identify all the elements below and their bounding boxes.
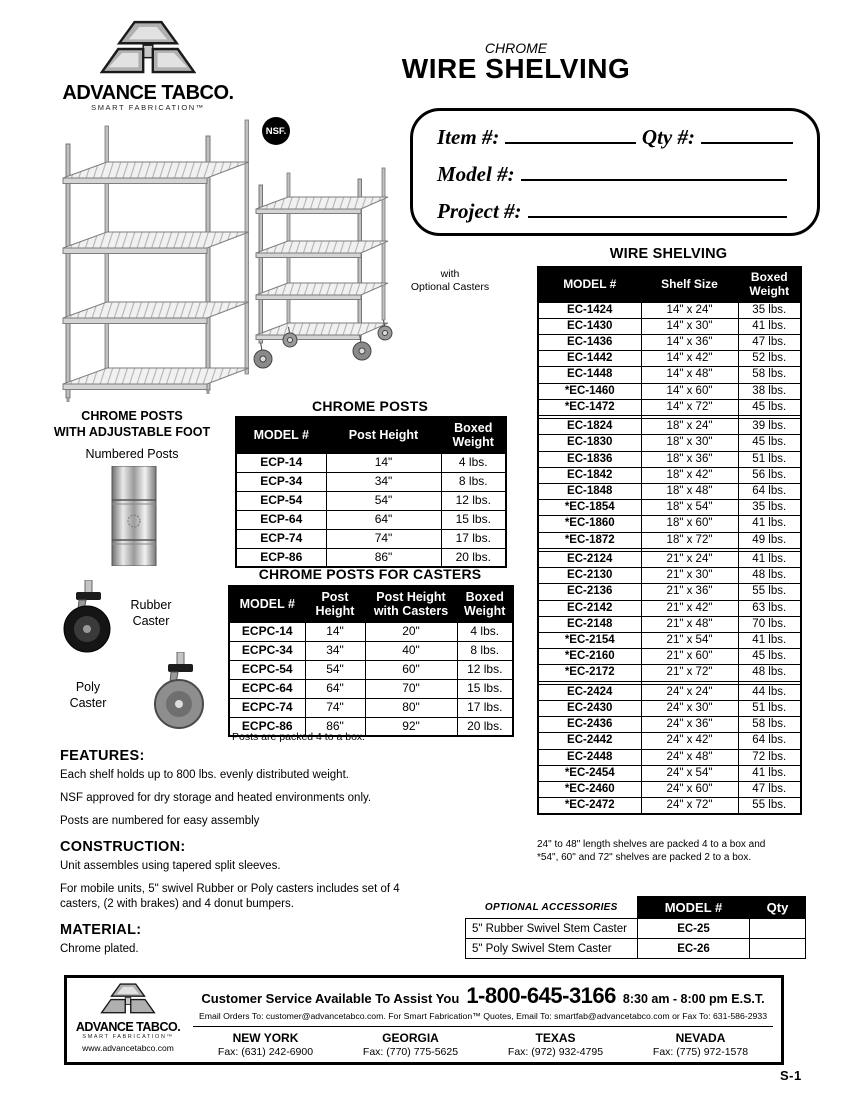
- model-cell: *EC-1854: [538, 500, 641, 516]
- table-row: [236, 453, 506, 472]
- chrome-posts-table: [235, 416, 507, 568]
- boxed-weight-cell: 38 lbs.: [738, 383, 801, 399]
- poly-caster-label: Poly Caster: [69, 680, 107, 710]
- location: [483, 1031, 628, 1058]
- table-row: [538, 516, 801, 532]
- shelf-size-cell: 21" x 72": [641, 665, 738, 681]
- caption-optional-casters: Optional Casters: [410, 281, 490, 294]
- model-cell: *EC-2160: [538, 649, 641, 665]
- boxed-weight-cell: 12 lbs.: [457, 660, 513, 679]
- boxed-weight-cell: 56 lbs.: [738, 467, 801, 483]
- model-cell: EC-2424: [538, 684, 641, 700]
- accessory-model-cell: EC-25: [638, 919, 750, 939]
- boxed-weight-cell: 35 lbs.: [738, 500, 801, 516]
- table-row: [538, 717, 801, 733]
- boxed-weight-cell: 8 lbs.: [457, 641, 513, 660]
- post-height-casters-cell: 60": [365, 660, 457, 679]
- posts-heading: [40, 408, 224, 441]
- boxed-weight-cell: 51 lbs.: [738, 700, 801, 716]
- boxed-weight-cell: 51 lbs.: [738, 451, 801, 467]
- model-cell: EC-2448: [538, 749, 641, 765]
- location: [338, 1031, 483, 1058]
- col-header-model: MODEL #: [236, 417, 326, 453]
- optional-accessories-title: OPTIONAL ACCESSORIES: [466, 897, 638, 919]
- accessory-model-cell: EC-26: [638, 939, 750, 959]
- table-row: [538, 351, 801, 367]
- table-row: [538, 451, 801, 467]
- shelf-group-14: [538, 302, 801, 416]
- shelf-size-cell: 21" x 36": [641, 584, 738, 600]
- shelf-size-cell: 24" x 42": [641, 733, 738, 749]
- shelf-group-24: [538, 684, 801, 814]
- advance-tabco-logo-icon: [100, 20, 196, 78]
- model-cell: *EC-2154: [538, 632, 641, 648]
- wire-shelving-table: [537, 266, 802, 815]
- shelf-size-cell: 21" x 30": [641, 568, 738, 584]
- accessory-desc-cell: 5" Rubber Swivel Stem Caster: [466, 919, 638, 939]
- table-row: [538, 532, 801, 548]
- accessory-desc-cell: 5" Poly Swivel Stem Caster: [466, 939, 638, 959]
- feature-item: Each shelf holds up to 800 lbs. evenly distributed weight.: [60, 769, 349, 781]
- boxed-weight-cell: 41 lbs.: [738, 765, 801, 781]
- boxed-weight-cell: 20 lbs.: [441, 548, 506, 567]
- col-header-post-height: Post Height: [326, 417, 441, 453]
- page-title: WIRE SHELVING: [401, 53, 631, 84]
- location-fax: Fax: (770) 775-5625: [362, 1046, 459, 1058]
- table-row: [466, 919, 806, 939]
- material-item: Chrome plated.: [60, 942, 139, 955]
- shelf-size-cell: 24" x 48": [641, 749, 738, 765]
- boxed-weight-cell: 17 lbs.: [441, 529, 506, 548]
- features-heading: FEATURES:: [60, 748, 145, 764]
- shelf-size-cell: 18" x 60": [641, 516, 738, 532]
- col-header-model: MODEL #: [638, 897, 750, 919]
- footer-contact-block: [189, 978, 781, 1062]
- footer-brand-name: ADVANCE TABCO.: [75, 1020, 181, 1034]
- post-height-cell: 86": [305, 717, 365, 736]
- col-header-model: MODEL #: [538, 267, 641, 302]
- table-row: [538, 584, 801, 600]
- table-row: [538, 335, 801, 351]
- optional-accessories-table: [465, 896, 806, 959]
- model-cell: EC-1436: [538, 335, 641, 351]
- shelf-size-cell: 21" x 24": [641, 551, 738, 567]
- shelf-size-cell: 18" x 72": [641, 532, 738, 548]
- table-row: [538, 419, 801, 435]
- post-height-cell: 54": [326, 491, 441, 510]
- boxed-weight-cell: 44 lbs.: [738, 684, 801, 700]
- table-row: [229, 641, 513, 660]
- table-row: [229, 622, 513, 641]
- table-row: [538, 749, 801, 765]
- brand-name: ADVANCE TABCO.: [62, 82, 234, 104]
- model-cell: ECPC-64: [229, 679, 305, 698]
- model-cell: ECPC-86: [229, 717, 305, 736]
- model-cell: EC-1830: [538, 435, 641, 451]
- shelf-size-cell: 24" x 60": [641, 781, 738, 797]
- location-city: NEW YORK: [232, 1031, 299, 1045]
- boxed-weight-cell: 49 lbs.: [738, 532, 801, 548]
- table-row: [538, 632, 801, 648]
- boxed-weight-cell: 39 lbs.: [738, 419, 801, 435]
- wire-shelving-caster-unit-image: [250, 165, 395, 377]
- model-cell: ECPC-74: [229, 698, 305, 717]
- col-header-boxed-weight: Boxed Weight: [457, 586, 513, 622]
- model-cell: *EC-1872: [538, 532, 641, 548]
- post-height-cell: 34": [305, 641, 365, 660]
- page-eyebrow: CHROME: [484, 40, 548, 56]
- post-height-cell: 54": [305, 660, 365, 679]
- project-number-label: Project #:: [437, 199, 522, 223]
- table-row: [538, 700, 801, 716]
- email-orders-line: Email Orders To: customer@advancetabco.com. For Smart Fabrication™ Quotes, Email To: smartfab@advancetabco.com or Fax To: 631-586-2933: [198, 1011, 768, 1021]
- boxed-weight-cell: 4 lbs.: [441, 453, 506, 472]
- location: [628, 1031, 773, 1058]
- feature-item: NSF approved for dry storage and heated environments only.: [60, 791, 372, 804]
- boxed-weight-cell: 45 lbs.: [738, 399, 801, 415]
- post-height-casters-cell: 20": [365, 622, 457, 641]
- shelf-size-cell: 18" x 30": [641, 435, 738, 451]
- poly-caster-image: [142, 652, 217, 734]
- shelf-size-cell: 24" x 30": [641, 700, 738, 716]
- shelf-size-cell: 14" x 24": [641, 302, 738, 318]
- footer-website: www.advancetabco.com: [82, 1043, 174, 1054]
- table-row: [229, 698, 513, 717]
- model-cell: ECP-14: [236, 453, 326, 472]
- post-height-cell: 74": [305, 698, 365, 717]
- boxed-weight-cell: 70 lbs.: [738, 616, 801, 632]
- shelf-size-cell: 21" x 54": [641, 632, 738, 648]
- post-height-casters-cell: 40": [365, 641, 457, 660]
- caption-with: with: [440, 268, 460, 280]
- posts-heading-line2: WITH ADJUSTABLE FOOT: [53, 425, 211, 440]
- col-header-model: MODEL #: [229, 586, 305, 622]
- shelf-size-cell: 18" x 54": [641, 500, 738, 516]
- post-height-cell: 14": [305, 622, 365, 641]
- boxed-weight-cell: 64 lbs.: [738, 733, 801, 749]
- model-cell: EC-1430: [538, 318, 641, 334]
- boxed-weight-cell: 58 lbs.: [738, 367, 801, 383]
- table-row: [538, 600, 801, 616]
- boxed-weight-cell: 41 lbs.: [738, 516, 801, 532]
- model-number-field[interactable]: [521, 165, 787, 181]
- customer-service-hours: 8:30 am - 8:00 pm E.S.T.: [622, 992, 765, 1006]
- shelf-size-cell: 14" x 60": [641, 383, 738, 399]
- accessory-qty-cell[interactable]: [750, 939, 806, 959]
- location-fax: Fax: (775) 972-1578: [652, 1046, 749, 1058]
- boxed-weight-cell: 41 lbs.: [738, 551, 801, 567]
- construction-heading: CONSTRUCTION:: [60, 838, 186, 855]
- shelf-group-18: [538, 419, 801, 549]
- shelf-size-cell: 18" x 48": [641, 484, 738, 500]
- model-cell: EC-1442: [538, 351, 641, 367]
- location-city: NEVADA: [675, 1031, 726, 1045]
- model-cell: *EC-1860: [538, 516, 641, 532]
- table-row: [538, 616, 801, 632]
- chrome-posts-foot-block: [40, 408, 224, 461]
- col-header-shelf-size: Shelf Size: [641, 267, 738, 302]
- location-city: TEXAS: [535, 1031, 576, 1045]
- table-row: [538, 649, 801, 665]
- features-section: [60, 748, 450, 965]
- footer-brand-tagline: SMART FABRICATION™: [82, 1033, 174, 1040]
- shelf-size-cell: 21" x 42": [641, 600, 738, 616]
- page-number: S-1: [780, 1068, 802, 1083]
- caster-posts-table-title: CHROME POSTS FOR CASTERS: [258, 566, 482, 582]
- boxed-weight-cell: 4 lbs.: [457, 622, 513, 641]
- model-cell: EC-2436: [538, 717, 641, 733]
- boxed-weight-cell: 45 lbs.: [738, 435, 801, 451]
- col-header-boxed-weight: Boxed Weight: [738, 267, 801, 302]
- footnote-line2: *54", 60" and 72" shelves are packed 2 to a box.: [537, 852, 752, 863]
- boxed-weight-cell: 64 lbs.: [738, 484, 801, 500]
- table-row: [538, 467, 801, 483]
- item-number-label: Item #:: [437, 125, 500, 149]
- project-number-field[interactable]: [528, 202, 787, 218]
- model-cell: ECPC-34: [229, 641, 305, 660]
- shelf-size-cell: 18" x 36": [641, 451, 738, 467]
- shelf-size-cell: 18" x 42": [641, 467, 738, 483]
- model-cell: EC-2130: [538, 568, 641, 584]
- boxed-weight-cell: 45 lbs.: [738, 649, 801, 665]
- boxed-weight-cell: 35 lbs.: [738, 302, 801, 318]
- rubber-caster-label: Rubber Caster: [130, 598, 172, 628]
- caster-posts-footnote: Posts are packed 4 to a box.: [232, 731, 366, 743]
- location-city: GEORGIA: [382, 1031, 439, 1045]
- table-row: [236, 510, 506, 529]
- shelf-size-cell: 21" x 48": [641, 616, 738, 632]
- order-form-row-model: [437, 162, 793, 199]
- boxed-weight-cell: 8 lbs.: [441, 472, 506, 491]
- post-height-cell: 14": [326, 453, 441, 472]
- table-row: [229, 679, 513, 698]
- boxed-weight-cell: 41 lbs.: [738, 318, 801, 334]
- model-cell: ECP-64: [236, 510, 326, 529]
- boxed-weight-cell: 15 lbs.: [441, 510, 506, 529]
- shelf-size-cell: 24" x 24": [641, 684, 738, 700]
- wire-shelving-footnote: [537, 838, 809, 864]
- table-row: [538, 684, 801, 700]
- model-cell: ECP-86: [236, 548, 326, 567]
- optional-casters-caption: [400, 268, 500, 294]
- footer: [64, 975, 784, 1065]
- model-cell: EC-1842: [538, 467, 641, 483]
- model-number-label: Model #:: [437, 162, 515, 186]
- model-cell: EC-1424: [538, 302, 641, 318]
- item-number-field[interactable]: [505, 128, 636, 144]
- brand-logo-block: [58, 20, 238, 114]
- posts-heading-line1: CHROME POSTS: [81, 409, 183, 423]
- shelf-size-cell: 24" x 72": [641, 798, 738, 815]
- table-row: [466, 939, 806, 959]
- boxed-weight-cell: 52 lbs.: [738, 351, 801, 367]
- brand-tagline: SMART FABRICATION™: [91, 103, 205, 112]
- shelf-size-cell: 14" x 30": [641, 318, 738, 334]
- model-cell: EC-2442: [538, 733, 641, 749]
- table-row: [538, 551, 801, 567]
- boxed-weight-cell: 47 lbs.: [738, 781, 801, 797]
- post-height-cell: 64": [305, 679, 365, 698]
- shelf-size-cell: 24" x 36": [641, 717, 738, 733]
- feature-item: Posts are numbered for easy assembly: [60, 814, 260, 827]
- post-height-cell: 64": [326, 510, 441, 529]
- table-row: [538, 383, 801, 399]
- order-form-row-item: [437, 125, 793, 162]
- boxed-weight-cell: 41 lbs.: [738, 632, 801, 648]
- model-cell: EC-2124: [538, 551, 641, 567]
- chrome-posts-table-title: CHROME POSTS: [312, 398, 428, 414]
- col-header-post-height: Post Height: [305, 586, 365, 622]
- table-row: [538, 733, 801, 749]
- rubber-caster-image: [52, 580, 124, 658]
- boxed-weight-cell: 20 lbs.: [457, 717, 513, 736]
- model-cell: *EC-2460: [538, 781, 641, 797]
- customer-service-phone: 1-800-645-3166: [466, 983, 616, 1008]
- wire-shelving-unit-image: [55, 112, 255, 402]
- boxed-weight-cell: 17 lbs.: [457, 698, 513, 717]
- model-cell: EC-2430: [538, 700, 641, 716]
- table-row: [538, 367, 801, 383]
- model-cell: *EC-1460: [538, 383, 641, 399]
- post-height-cell: 86": [326, 548, 441, 567]
- header-row: [236, 417, 506, 453]
- table-row: [236, 472, 506, 491]
- header-row: [538, 267, 801, 302]
- caster-posts-table: [228, 585, 514, 737]
- table-row: [538, 318, 801, 334]
- model-cell: ECP-74: [236, 529, 326, 548]
- material-heading: MATERIAL:: [60, 921, 142, 938]
- location-fax: Fax: (972) 932-4795: [507, 1046, 604, 1058]
- model-cell: EC-2136: [538, 584, 641, 600]
- table-row: [538, 435, 801, 451]
- boxed-weight-cell: 58 lbs.: [738, 717, 801, 733]
- model-cell: EC-1824: [538, 419, 641, 435]
- order-form-row-project: [437, 199, 793, 236]
- table-row: [236, 548, 506, 567]
- wire-shelving-table-title: WIRE SHELVING: [609, 246, 728, 262]
- table-row: [236, 529, 506, 548]
- model-cell: EC-1848: [538, 484, 641, 500]
- table-row: [538, 781, 801, 797]
- col-header-boxed-weight: Boxed Weight: [441, 417, 506, 453]
- footer-divider: [193, 1026, 773, 1027]
- shelf-size-cell: 14" x 72": [641, 399, 738, 415]
- post-height-casters-cell: 80": [365, 698, 457, 717]
- table-row: [538, 568, 801, 584]
- shelf-size-cell: 14" x 48": [641, 367, 738, 383]
- nsf-badge: NSF.: [262, 117, 290, 145]
- model-cell: *EC-2454: [538, 765, 641, 781]
- shelf-size-cell: 14" x 42": [641, 351, 738, 367]
- table-row: [538, 484, 801, 500]
- model-cell: *EC-2172: [538, 665, 641, 681]
- boxed-weight-cell: 48 lbs.: [738, 665, 801, 681]
- footer-locations: [193, 1031, 773, 1058]
- table-row: [538, 765, 801, 781]
- table-row: [538, 798, 801, 815]
- model-cell: *EC-2472: [538, 798, 641, 815]
- header-row: [466, 897, 806, 919]
- qty-number-field[interactable]: [701, 128, 793, 144]
- boxed-weight-cell: 12 lbs.: [441, 491, 506, 510]
- location: [193, 1031, 338, 1058]
- model-cell: ECPC-14: [229, 622, 305, 641]
- footnote-line1: 24" to 48" length shelves are packed 4 to a box and: [537, 839, 766, 850]
- post-height-casters-cell: 70": [365, 679, 457, 698]
- chrome-post-image: [88, 466, 180, 566]
- post-height-cell: 34": [326, 472, 441, 491]
- boxed-weight-cell: 55 lbs.: [738, 584, 801, 600]
- shelf-size-cell: 14" x 36": [641, 335, 738, 351]
- location-fax: Fax: (631) 242-6900: [217, 1046, 314, 1058]
- footer-brand-block: [67, 978, 189, 1062]
- boxed-weight-cell: 15 lbs.: [457, 679, 513, 698]
- boxed-weight-cell: 48 lbs.: [738, 568, 801, 584]
- table-row: [538, 500, 801, 516]
- col-header-post-height-casters: Post Height with Casters: [365, 586, 457, 622]
- post-height-casters-cell: 92": [365, 717, 457, 736]
- customer-service-text: Customer Service Available To Assist You: [201, 991, 460, 1006]
- table-row: [236, 491, 506, 510]
- construction-item: Unit assembles using tapered split sleeves.: [60, 859, 281, 872]
- model-cell: EC-1448: [538, 367, 641, 383]
- model-cell: EC-2142: [538, 600, 641, 616]
- boxed-weight-cell: 63 lbs.: [738, 600, 801, 616]
- advance-tabco-logo-icon: [99, 983, 157, 1016]
- customer-service-line: [193, 983, 773, 1009]
- boxed-weight-cell: 72 lbs.: [738, 749, 801, 765]
- table-row: [229, 660, 513, 679]
- table-row: [538, 399, 801, 415]
- numbered-posts-label: Numbered Posts: [85, 446, 179, 461]
- shelf-size-cell: 21" x 60": [641, 649, 738, 665]
- shelf-size-cell: 24" x 54": [641, 765, 738, 781]
- model-cell: EC-2148: [538, 616, 641, 632]
- boxed-weight-cell: 55 lbs.: [738, 798, 801, 815]
- model-cell: ECPC-54: [229, 660, 305, 679]
- header-row: [229, 586, 513, 622]
- model-cell: *EC-1472: [538, 399, 641, 415]
- order-form-box: [410, 108, 820, 236]
- table-row: [538, 302, 801, 318]
- model-cell: EC-1836: [538, 451, 641, 467]
- qty-number-label: Qty #:: [641, 125, 695, 149]
- model-cell: ECP-34: [236, 472, 326, 491]
- shelf-size-cell: 18" x 24": [641, 419, 738, 435]
- col-header-qty: Qty: [750, 897, 806, 919]
- table-row: [538, 665, 801, 681]
- shelf-group-21: [538, 551, 801, 681]
- construction-item: For mobile units, 5" swivel Rubber or Poly casters includes set of 4 casters, (2 with brakes) and 4 donut bumpers.: [60, 882, 400, 910]
- model-cell: ECP-54: [236, 491, 326, 510]
- boxed-weight-cell: 47 lbs.: [738, 335, 801, 351]
- accessory-qty-cell[interactable]: [750, 919, 806, 939]
- post-height-cell: 74": [326, 529, 441, 548]
